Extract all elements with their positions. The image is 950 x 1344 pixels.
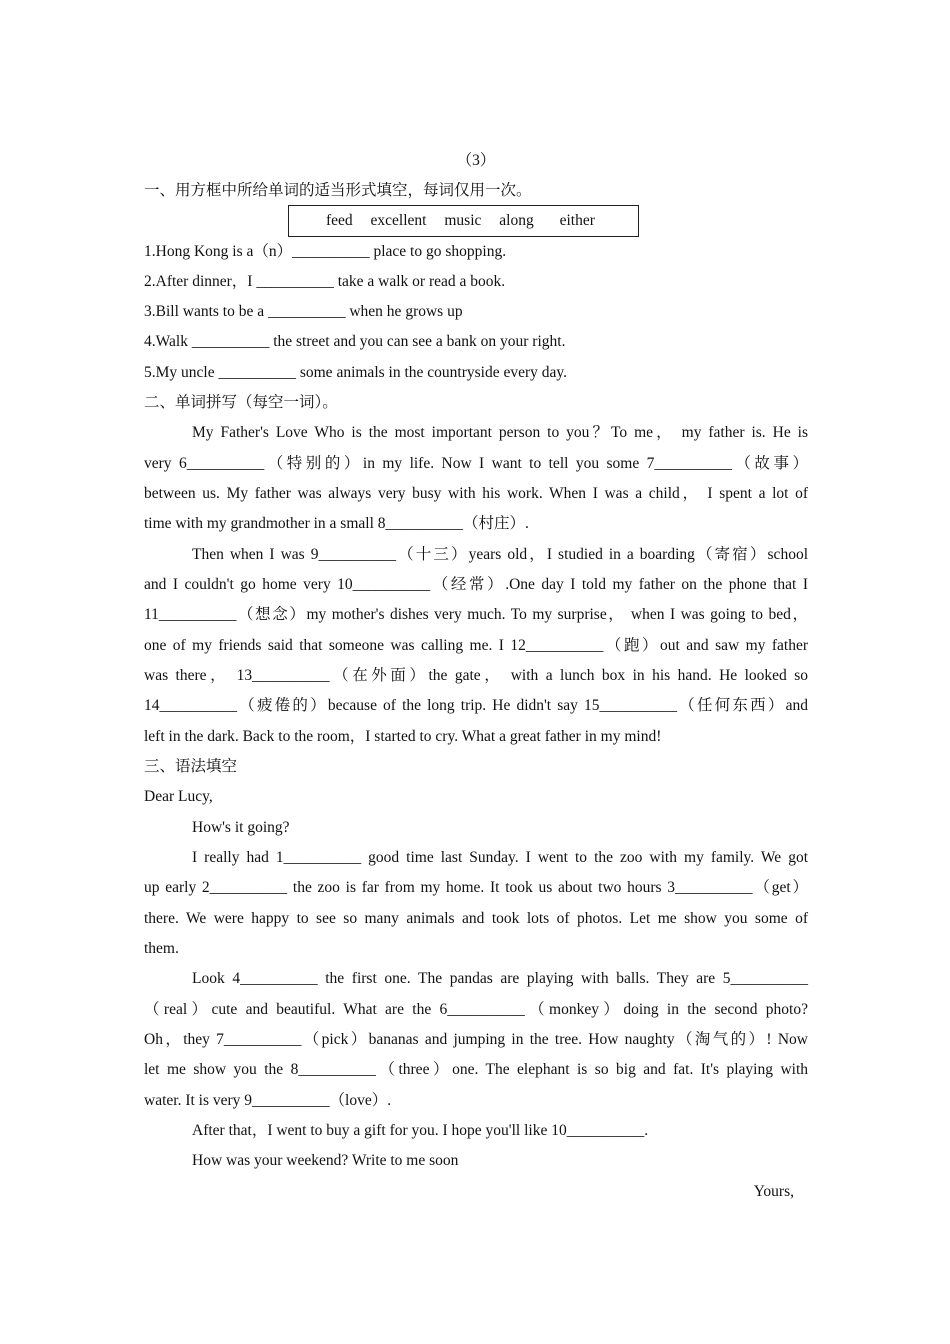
letter-line: How's it going? (192, 819, 290, 836)
passage2-line: very 6__________（特别的）in my life. Now I want to tell you some 7__________（故事） (144, 455, 808, 472)
letter-line: After that，I went to buy a gift for you. I hope you'll like 10__________. (192, 1122, 649, 1139)
passage2-line: My Father's Love Who is the most important person to you？To me， my father is. He is (192, 424, 808, 441)
section2-title: 二、单词拼写（每空一词）。 (144, 394, 338, 411)
word-excellent: excellent (370, 212, 427, 229)
word-feed: feed (326, 212, 353, 229)
page-header: （3） (456, 152, 496, 169)
passage2-line: Then when I was 9__________（十三）years old，I studied in a boarding（寄宿）school (192, 546, 808, 563)
passage2-line: time with my grandmother in a small 8__________（村庄）. (144, 515, 529, 532)
letter-line: there. We were happy to see so many animals and took lots of photos. Let me show you some of (144, 910, 808, 927)
letter-salutation: Dear Lucy, (144, 788, 213, 805)
passage2-line: 14__________（疲倦的）because of the long trip. He didn't say 15__________（任何东西）and (144, 697, 808, 714)
letter-line: them. (144, 940, 179, 957)
section3-title: 三、语法填空 (144, 758, 238, 775)
letter-line: Oh，they 7__________（pick）bananas and jumping in the tree. How naughty（淘气的）! Now (144, 1031, 808, 1048)
passage2-line: one of my friends said that someone was calling me. I 12__________（跑）out and saw my father (144, 637, 808, 654)
section1-title: 一、用方框中所给单词的适当形式填空，每词仅用一次。 (144, 182, 532, 199)
word-music: music (444, 212, 482, 229)
letter-line: （real）cute and beautiful. What are the 6__________（monkey）doing in the second photo? (144, 1001, 808, 1018)
question-4: 4.Walk __________ the street and you can see a bank on your right. (144, 333, 566, 350)
passage2-line: was there， 13__________（在外面）the gate， with a lunch box in his hand. He looked so (144, 667, 808, 684)
letter-closing: Yours, (753, 1183, 794, 1200)
passage2-line: 11__________（想念）my mother's dishes very much. To my surprise， when I was going to bed， (144, 606, 808, 623)
letter-line: let me show you the 8__________（three）one. The elephant is so big and fat. It's playing with (144, 1061, 808, 1078)
question-3: 3.Bill wants to be a __________ when he grows up (144, 303, 463, 320)
letter-line: Look 4__________ the first one. The pandas are playing with balls. They are 5__________ (192, 970, 808, 987)
question-2: 2.After dinner，I __________ take a walk or read a book. (144, 273, 506, 290)
letter-line: How was your weekend? Write to me soon (192, 1152, 459, 1169)
letter-line: up early 2__________ the zoo is far from my home. It took us about two hours 3__________（get） (144, 879, 808, 896)
word-box (288, 205, 639, 237)
passage2-line: left in the dark. Back to the room，I started to cry. What a great father in my mind! (144, 728, 662, 745)
letter-line: water. It is very 9__________（love）. (144, 1092, 392, 1109)
letter-line: I really had 1__________ good time last Sunday. I went to the zoo with my family. We got (192, 849, 808, 866)
passage2-line: and I couldn't go home very 10__________（经常）.One day I told my father on the phone that I (144, 576, 808, 593)
passage2-line: between us. My father was always very busy with his work. When I was a child， I spent a lot of (144, 485, 808, 502)
word-along: along (499, 212, 534, 229)
question-1: 1.Hong Kong is a（n）__________ place to go shopping. (144, 243, 507, 260)
question-5: 5.My uncle __________ some animals in the countryside every day. (144, 364, 568, 381)
word-either: either (559, 212, 595, 229)
